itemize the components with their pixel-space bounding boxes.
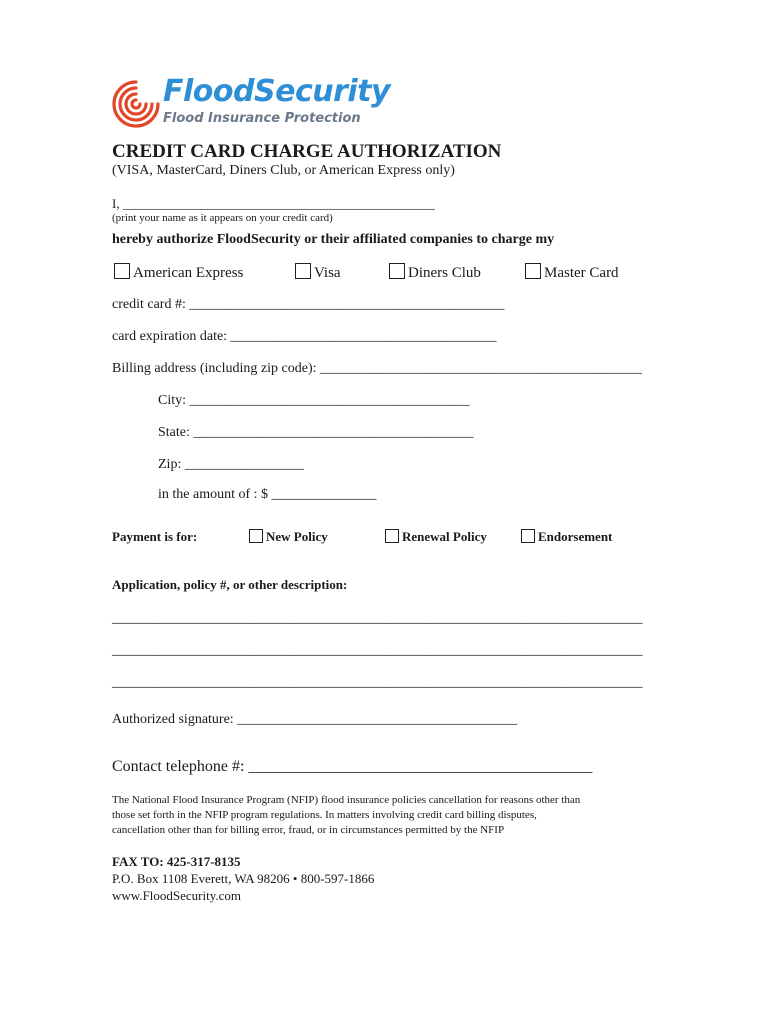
payment-option-new-policy[interactable]: New Policy (249, 529, 328, 545)
logo-wordmark: FloodSecurity (163, 74, 391, 109)
checkbox-icon[interactable] (295, 263, 311, 279)
zip-field[interactable]: Zip: _________________ (158, 457, 304, 472)
fax-number: FAX TO: 425-317-8135 (112, 854, 241, 869)
mailing-address: P.O. Box 1108 Everett, WA 98206 • 800-597-1866 (112, 871, 375, 886)
disclaimer-line-1: The National Flood Insurance Program (NFIP) flood insurance policies cancellation for reasons other than (112, 794, 581, 806)
cardholder-name-field[interactable]: I, ________________________________________________ (112, 196, 435, 211)
city-field[interactable]: City: ________________________________________ (158, 393, 470, 408)
description-line-1[interactable]: ______________________________________________________________________________ (112, 611, 643, 626)
cardholder-name-hint: (print your name as it appears on your credit card) (112, 212, 333, 224)
billing-address-field[interactable]: Billing address (including zip code): ______________________________________________ (112, 361, 643, 376)
card-number-field[interactable]: credit card #: _____________________________________________ (112, 297, 505, 312)
signature-field[interactable]: Authorized signature: ________________________________________ (112, 712, 518, 727)
description-label: Application, policy #, or other description: (112, 577, 348, 592)
checkbox-icon[interactable] (389, 263, 405, 279)
flood-spiral-icon (110, 78, 162, 130)
form-title: CREDIT CARD CHARGE AUTHORIZATION (112, 141, 502, 162)
description-line-2[interactable]: ______________________________________________________________________________ (112, 643, 643, 658)
description-line-3[interactable]: ______________________________________________________________________________ (112, 675, 643, 690)
payment-for-label: Payment is for: (112, 529, 198, 544)
disclaimer-line-3: cancellation other than for billing error, fraud, or in circumstances permitted by the NFIP (112, 824, 505, 836)
form-subtitle: (VISA, MasterCard, Diners Club, or American Express only) (112, 163, 455, 178)
authorize-statement: hereby authorize FloodSecurity or their affiliated companies to charge my (112, 232, 555, 247)
card-option-mastercard[interactable]: Master Card (525, 263, 619, 282)
state-field[interactable]: State: ________________________________________ (158, 425, 474, 440)
payment-option-renewal[interactable]: Renewal Policy (385, 529, 487, 545)
card-option-diners[interactable]: Diners Club (389, 263, 481, 282)
checkbox-icon[interactable] (249, 529, 263, 543)
website-link[interactable]: www.FloodSecurity.com (112, 888, 242, 903)
logo-tagline: Flood Insurance Protection (163, 111, 361, 126)
card-option-amex[interactable]: American Express (114, 263, 243, 282)
disclaimer-line-2: those set forth in the NFIP program regulations. In matters involving credit card billing disputes, (112, 809, 537, 821)
amount-field[interactable]: in the amount of : $ _______________ (158, 487, 377, 502)
payment-option-endorsement[interactable]: Endorsement (521, 529, 612, 545)
checkbox-icon[interactable] (385, 529, 399, 543)
expiration-field[interactable]: card expiration date: ______________________________________ (112, 329, 497, 344)
checkbox-icon[interactable] (525, 263, 541, 279)
telephone-field[interactable]: Contact telephone #: ___________________________________________ (112, 758, 593, 775)
checkbox-icon[interactable] (114, 263, 130, 279)
checkbox-icon[interactable] (521, 529, 535, 543)
company-logo (110, 74, 430, 134)
card-option-visa[interactable]: Visa (295, 263, 341, 282)
